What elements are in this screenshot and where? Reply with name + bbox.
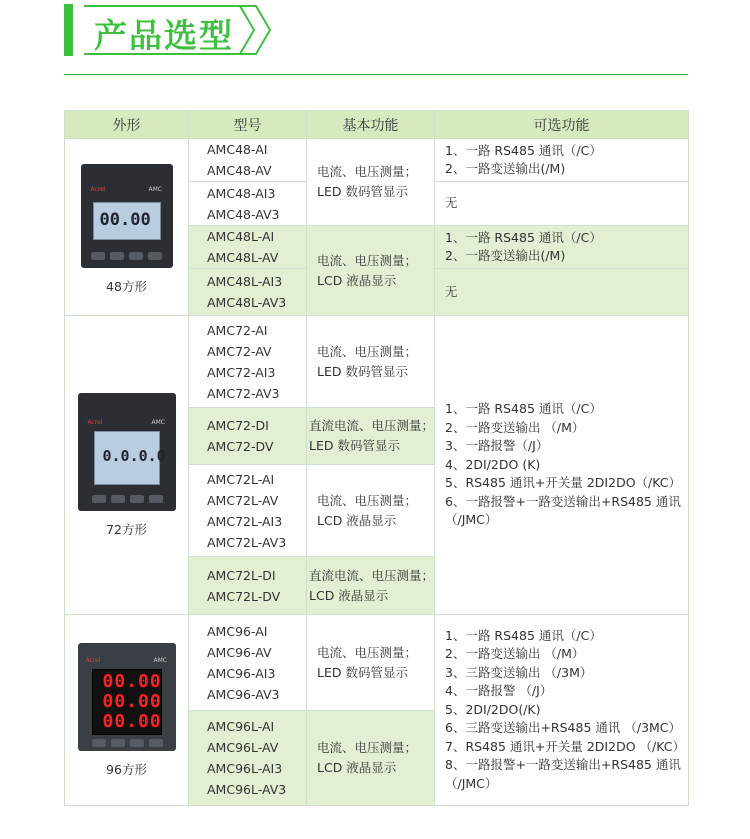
model-name: AMC96L-AI3 — [207, 761, 283, 776]
basic-function-cell — [307, 465, 435, 557]
meter-digits: 00.00 — [99, 209, 151, 230]
optional-function-line: （/JMC） — [445, 775, 498, 791]
optional-function-line: 1、一路 RS485 通讯（/C） — [445, 627, 602, 643]
model-cell — [189, 711, 307, 806]
optional-function-line: 4、2DI/2DO (K) — [445, 456, 541, 472]
model-name: AMC96L-AI — [207, 719, 275, 734]
model-name: AMC72L-AV3 — [207, 534, 287, 550]
basic-function-line: LCD 液晶显示 — [309, 587, 389, 603]
basic-function-line: 直流电流、电压测量； — [309, 418, 435, 433]
basic-function-line: LED 数码管显示 — [317, 664, 408, 680]
optional-function-line: 8、一路报警+一路变送输出+RS485 通讯 — [445, 757, 681, 773]
model-name: AMC72-DI — [207, 418, 269, 433]
model-name: AMC96-AV — [207, 644, 272, 660]
basic-function-line: LCD 液晶显示 — [317, 512, 397, 528]
basic-function-line: LCD 液晶显示 — [317, 760, 397, 775]
optional-function-line: 1、一路 RS485 通讯（/C） — [445, 229, 602, 245]
optional-function-cell — [435, 139, 689, 182]
optional-function-line: 3、三路变送输出 （/3M） — [445, 664, 593, 680]
model-name: AMC72-DV — [207, 439, 274, 454]
model-cell — [189, 465, 307, 557]
optional-function-line: 1、一路 RS485 通讯（/C） — [445, 401, 602, 417]
model-cell — [189, 139, 307, 182]
model-name: AMC48L-AV — [207, 250, 279, 265]
shape-label-96: 96方形 — [106, 761, 147, 777]
meter-buttons — [92, 739, 163, 747]
basic-function-line: 电流、电压测量； — [317, 644, 418, 660]
shape-label-48: 48方形 — [106, 278, 147, 294]
model-name: AMC72-AV3 — [207, 385, 280, 401]
model-name: AMC72-AI — [207, 322, 268, 338]
header-divider — [64, 74, 688, 75]
model-cell — [189, 182, 307, 226]
meter-model-label: AMC — [151, 418, 165, 426]
model-name: AMC48-AV — [207, 163, 272, 178]
meter-buttons — [91, 252, 162, 260]
optional-function-line: 5、2DI/2DO(/K) — [445, 701, 541, 717]
model-name: AMC72L-DV — [207, 588, 281, 604]
basic-function-cell — [307, 711, 435, 806]
table-row — [65, 615, 689, 711]
basic-function-line: 电流、电压测量； — [317, 343, 418, 359]
basic-function-cell — [307, 615, 435, 711]
model-name: AMC72-AV — [207, 343, 272, 359]
model-cell — [189, 226, 307, 269]
optional-function-line: 7、RS485 通讯+开关量 2DI2DO （/KC） — [445, 738, 685, 754]
basic-function-cell — [307, 408, 435, 465]
model-name: AMC72-AI3 — [207, 364, 276, 380]
model-name: AMC48-AI — [207, 142, 268, 157]
meter-brand-label: Acrel — [90, 185, 106, 193]
basic-function-line: LED 数码管显示 — [309, 438, 400, 453]
meter-led-digits: 00.00 — [102, 710, 162, 732]
model-cell — [189, 557, 307, 615]
meter-buttons — [92, 495, 163, 503]
table-row — [65, 316, 689, 408]
header-optional-function: 可选功能 — [435, 111, 689, 139]
header-shape: 外形 — [65, 111, 189, 139]
header-title-box — [84, 4, 272, 56]
model-name: AMC48L-AI3 — [207, 274, 283, 289]
model-name: AMC72L-AI — [207, 471, 275, 487]
model-cell — [189, 316, 307, 408]
basic-function-cell — [307, 557, 435, 615]
meter-led-digits: 00.00 — [102, 690, 162, 712]
meter-48-image — [81, 164, 173, 268]
product-selection-table — [64, 110, 689, 806]
shape-cell-72 — [65, 316, 189, 615]
meter-lcd-screen — [94, 431, 166, 485]
optional-function-cell — [435, 269, 689, 316]
model-name: AMC72L-AI3 — [207, 513, 283, 529]
header-basic-function: 基本功能 — [307, 111, 435, 139]
basic-function-line: 电流、电压测量； — [317, 740, 418, 755]
meter-brand-label: Acrel — [87, 418, 103, 426]
meter-led-screen — [92, 669, 162, 735]
optional-function-line: 6、一路报警+一路变送输出+RS485 通讯 — [445, 493, 681, 509]
optional-function-line: 3、一路报警（/J） — [445, 438, 549, 454]
table-header-row — [65, 111, 689, 139]
model-name: AMC96-AV3 — [207, 686, 280, 702]
basic-function-cell — [307, 316, 435, 408]
optional-function-line: 6、三路变送输出+RS485 通讯 （/3MC） — [445, 720, 682, 736]
optional-function-line: 2、一路变送输出(/M) — [445, 161, 566, 176]
basic-function-line: 电流、电压测量； — [317, 252, 418, 268]
basic-function-line: 电流、电压测量； — [317, 492, 418, 508]
optional-function-line: 无 — [445, 195, 458, 211]
model-name: AMC72L-AV — [207, 492, 279, 508]
basic-function-line: 电流、电压测量； — [317, 164, 418, 179]
meter-brand-label: Acrel — [85, 656, 101, 664]
meter-model-label: AMC — [153, 656, 167, 664]
optional-function-cell — [435, 615, 689, 806]
model-name: AMC48-AV3 — [207, 206, 280, 222]
meter-72-image — [78, 393, 176, 511]
model-name: AMC48L-AI — [207, 229, 275, 244]
page-title: 产品选型 — [94, 16, 234, 55]
model-name: AMC96L-AV — [207, 740, 279, 755]
header-accent-bar — [64, 4, 73, 56]
basic-function-line: LED 数码管显示 — [317, 184, 408, 199]
meter-digits: 0.0.0.0 — [102, 446, 166, 465]
optional-function-line: 无 — [445, 283, 458, 299]
model-name: AMC96-AI3 — [207, 665, 276, 681]
optional-function-cell — [435, 182, 689, 226]
model-name: AMC48-AI3 — [207, 185, 276, 201]
optional-function-line: 2、一路变送输出 （/M） — [445, 646, 585, 662]
model-name: AMC96-AI — [207, 623, 268, 639]
meter-lcd-screen — [93, 202, 161, 240]
table-row — [65, 139, 689, 182]
optional-function-cell — [435, 316, 689, 615]
basic-function-line: LCD 液晶显示 — [317, 272, 397, 288]
shape-cell-48 — [65, 139, 189, 316]
optional-function-line: 5、RS485 通讯+开关量 2DI2DO（/KC） — [445, 475, 681, 491]
optional-function-line: 4、一路报警 （/J） — [445, 683, 553, 699]
model-cell — [189, 408, 307, 465]
basic-function-line: 直流电流、电压测量； — [309, 567, 435, 583]
meter-led-digits: 00.00 — [102, 670, 162, 692]
meter-model-label: AMC — [148, 185, 162, 193]
model-name: AMC72L-DI — [207, 567, 276, 583]
meter-96-image — [78, 643, 176, 751]
basic-function-cell — [307, 226, 435, 316]
optional-function-line: 1、一路 RS485 通讯（/C） — [445, 142, 602, 158]
shape-label-72: 72方形 — [106, 521, 147, 537]
optional-function-line: 2、一路变送输出 （/M） — [445, 419, 585, 435]
optional-function-line: （/JMC） — [445, 512, 498, 528]
header-model: 型号 — [189, 111, 307, 139]
basic-function-cell — [307, 139, 435, 226]
optional-function-cell — [435, 226, 689, 269]
model-name: AMC48L-AV3 — [207, 295, 287, 310]
shape-cell-96 — [65, 615, 189, 806]
model-cell — [189, 615, 307, 711]
optional-function-line: 2、一路变送输出(/M) — [445, 248, 566, 263]
model-name: AMC96L-AV3 — [207, 782, 287, 797]
model-cell — [189, 269, 307, 316]
basic-function-line: LED 数码管显示 — [317, 363, 408, 379]
